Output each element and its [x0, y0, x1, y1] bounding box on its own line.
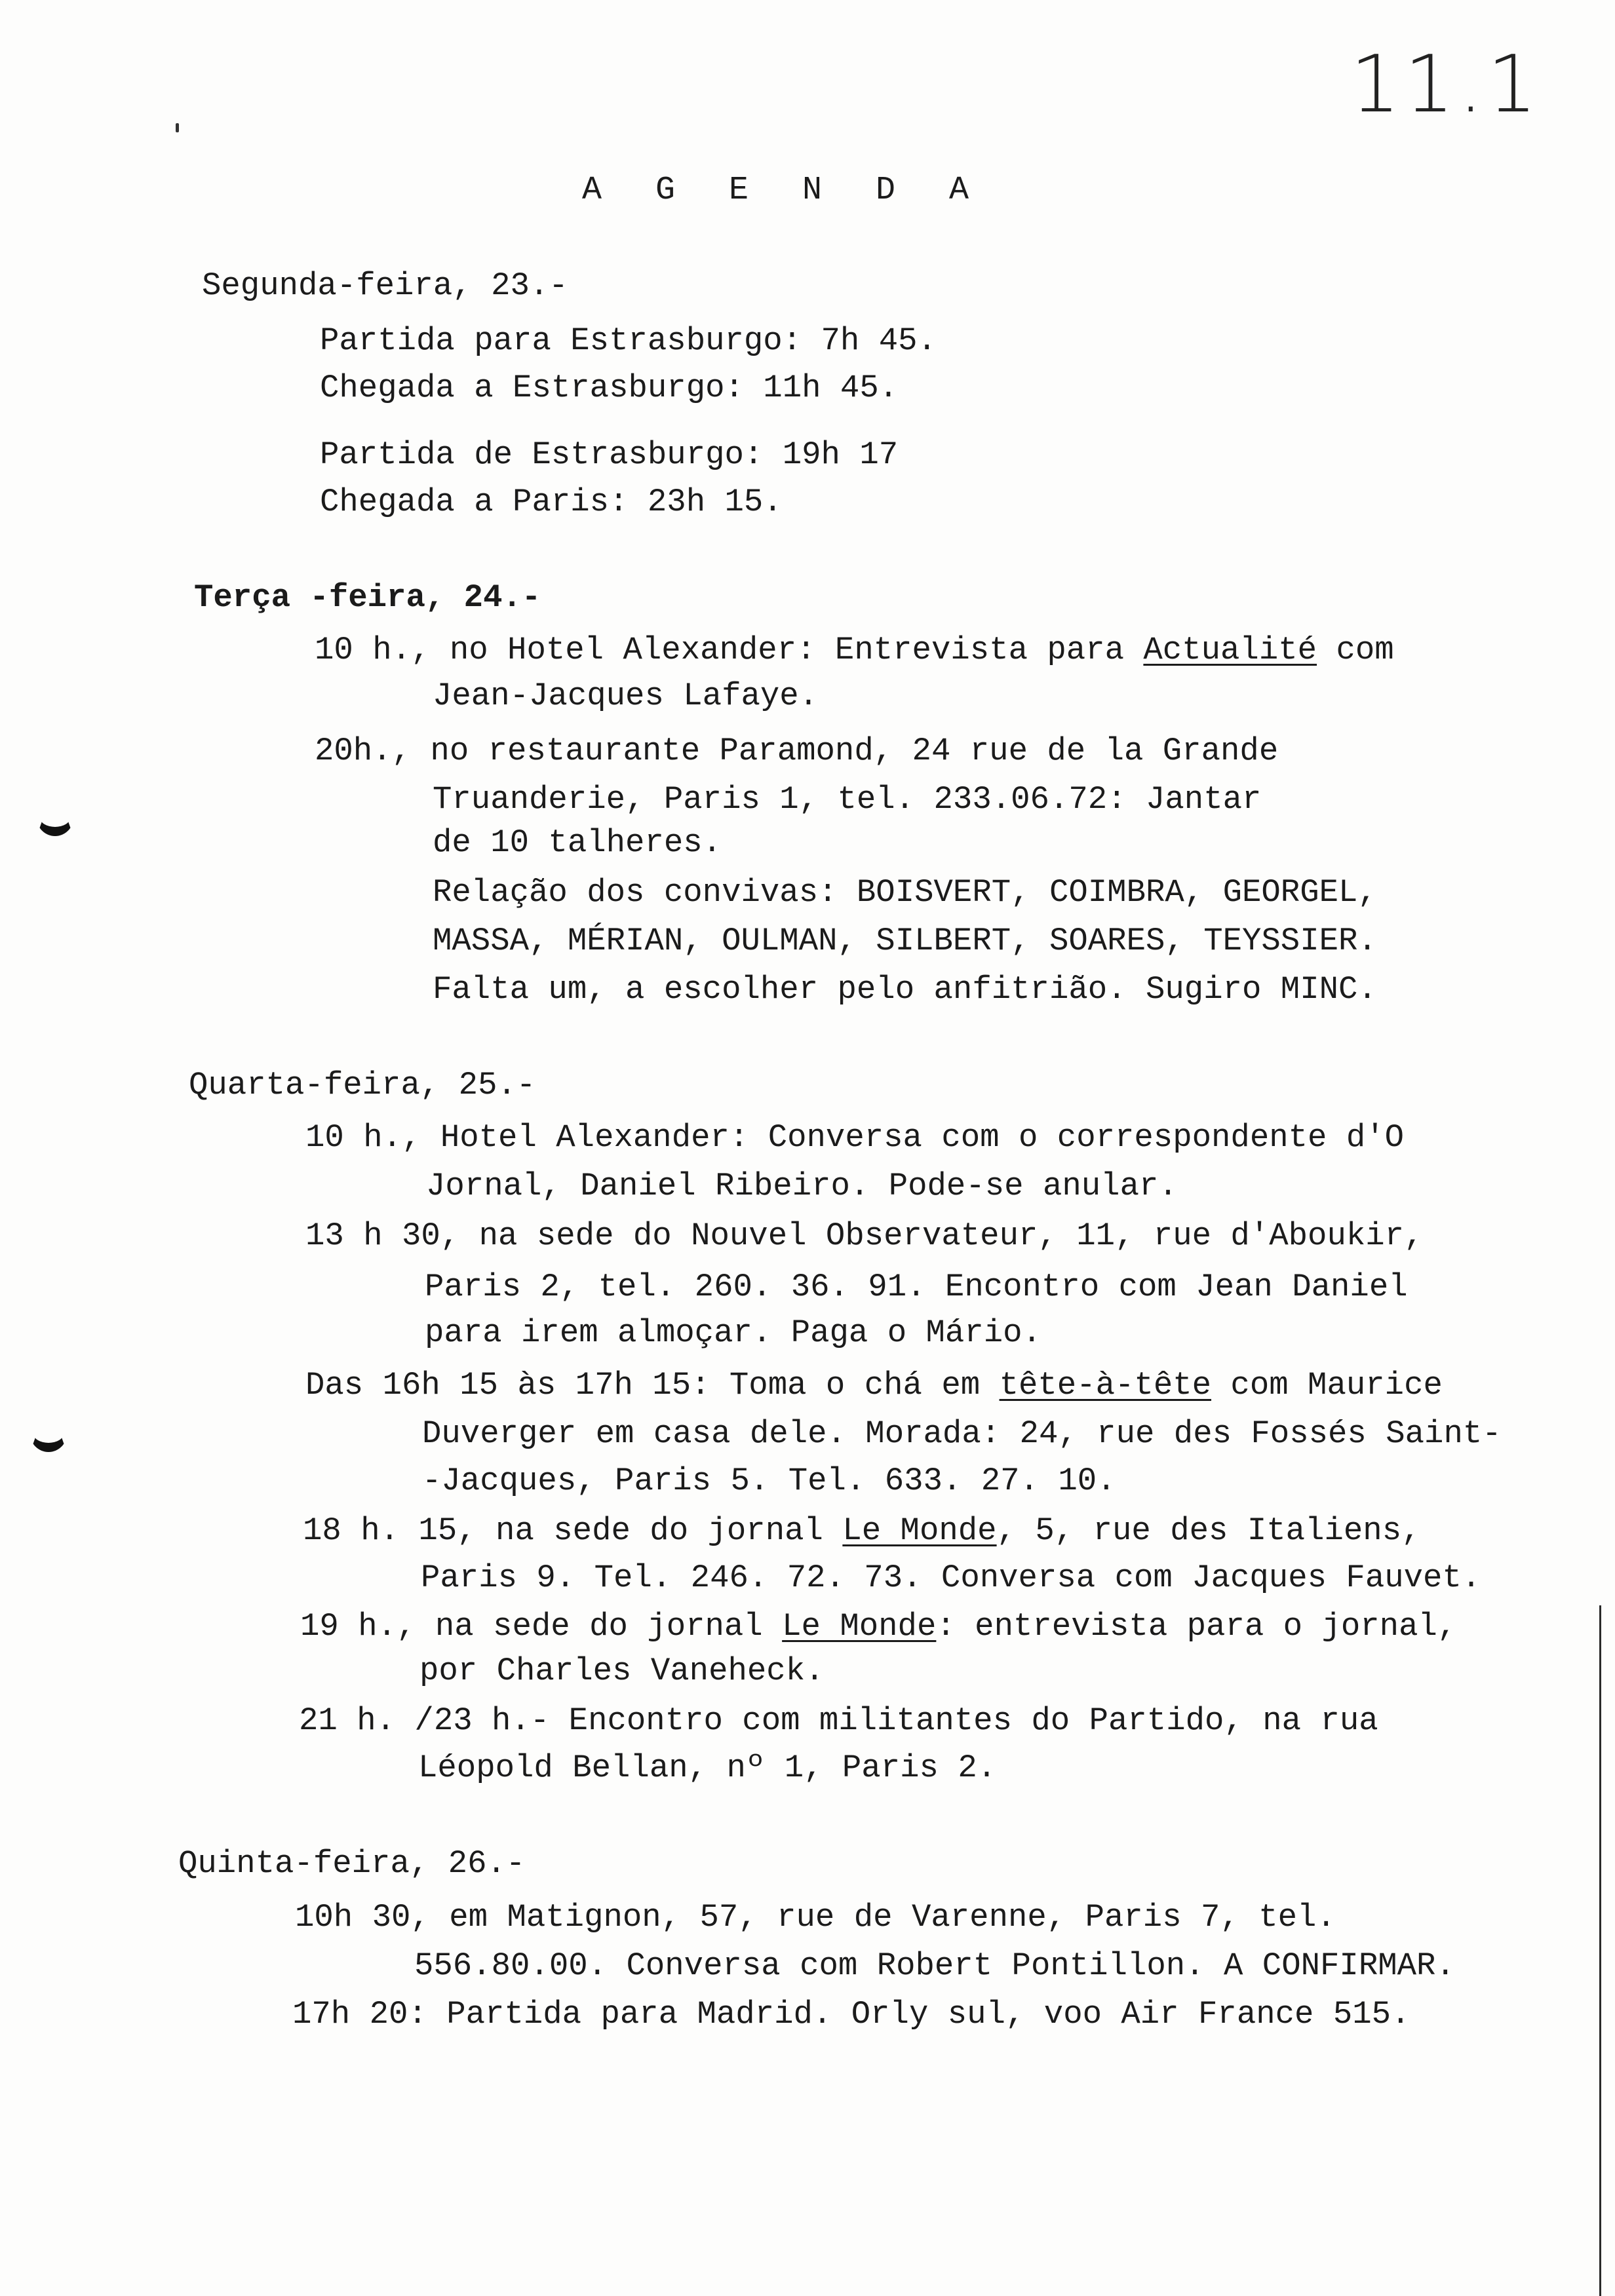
day-heading-tuesday: Terça -feira, 24.-: [194, 579, 541, 616]
agenda-line: 20h., no restaurante Paramond, 24 rue de la Grande: [315, 733, 1279, 769]
agenda-line: -Jacques, Paris 5. Tel. 633. 27. 10.: [422, 1463, 1116, 1499]
agenda-line: Duverger em casa dele. Morada: 24, rue des Fossés Saint-: [422, 1415, 1502, 1452]
handwritten-page-number: 11.1: [1350, 39, 1542, 130]
agenda-line: Paris 2, tel. 260. 36. 91. Encontro com Jean Daniel: [425, 1269, 1408, 1305]
agenda-line: 10 h., no Hotel Alexander: Entrevista para Actualité com: [315, 632, 1394, 668]
underlined-publication: Le Monde: [842, 1512, 997, 1549]
agenda-line: 10h 30, em Matignon, 57, rue de Varenne, Paris 7, tel.: [295, 1899, 1336, 1936]
underlined-publication: Actualité: [1143, 632, 1317, 668]
agenda-line: Relação dos convivas: BOISVERT, COIMBRA, GEORGEL,: [433, 874, 1377, 911]
agenda-line: MASSA, MÉRIAN, OULMAN, SILBERT, SOARES, TEYSSIER.: [433, 923, 1377, 959]
agenda-line: 18 h. 15, na sede do jornal Le Monde, 5, rue des Italiens,: [303, 1512, 1421, 1549]
agenda-line: para irem almoçar. Paga o Mário.: [425, 1314, 1041, 1351]
punch-hole-mark: [37, 799, 73, 836]
agenda-line: Jean-Jacques Lafaye.: [433, 678, 819, 714]
agenda-line: 556.80.00. Conversa com Robert Pontillon. A CONFIRMAR.: [414, 1947, 1455, 1984]
agenda-line: Jornal, Daniel Ribeiro. Pode-se anular.: [426, 1168, 1178, 1204]
underlined-publication: Le Monde: [782, 1608, 937, 1645]
agenda-line: 13 h 30, na sede do Nouvel Observateur, 11, rue d'Aboukir,: [305, 1217, 1424, 1254]
agenda-line: Falta um, a escolher pelo anfitrião. Sugiro MINC.: [433, 971, 1377, 1008]
agenda-line: Léopold Bellan, nº 1, Paris 2.: [418, 1750, 997, 1786]
agenda-line: 17h 20: Partida para Madrid. Orly sul, voo Air France 515.: [292, 1996, 1411, 2033]
document-title: A G E N D A: [582, 172, 986, 209]
agenda-line: Partida para Estrasburgo: 7h 45.: [320, 322, 937, 359]
ink-speck: [176, 123, 179, 132]
underlined-phrase: tête-à-tête: [999, 1367, 1212, 1404]
agenda-line: Chegada a Estrasburgo: 11h 45.: [320, 370, 899, 406]
agenda-line: de 10 talheres.: [433, 824, 722, 861]
agenda-line: Das 16h 15 às 17h 15: Toma o chá em tête-à-tête com Maurice: [305, 1367, 1443, 1404]
agenda-line: Paris 9. Tel. 246. 72. 73. Conversa com Jacques Fauvet.: [421, 1559, 1481, 1596]
page-edge-line: [1599, 1605, 1601, 2296]
agenda-line: Truanderie, Paris 1, tel. 233.06.72: Jantar: [433, 781, 1262, 818]
agenda-line: 21 h. /23 h.- Encontro com militantes do Partido, na rua: [299, 1702, 1378, 1739]
agenda-line: 19 h., na sede do jornal Le Monde: entrevista para o jornal,: [300, 1608, 1457, 1645]
punch-hole-mark: [30, 1415, 67, 1452]
agenda-line: Chegada a Paris: 23h 15.: [320, 484, 783, 520]
agenda-line: 10 h., Hotel Alexander: Conversa com o correspondente d'O: [305, 1119, 1405, 1156]
agenda-line: Partida de Estrasburgo: 19h 17: [320, 436, 899, 473]
agenda-line: por Charles Vaneheck.: [419, 1653, 825, 1689]
day-heading-wednesday: Quarta-feira, 25.-: [189, 1067, 536, 1103]
day-heading-monday: Segunda-feira, 23.-: [202, 267, 568, 304]
day-heading-thursday: Quinta-feira, 26.-: [178, 1845, 526, 1882]
